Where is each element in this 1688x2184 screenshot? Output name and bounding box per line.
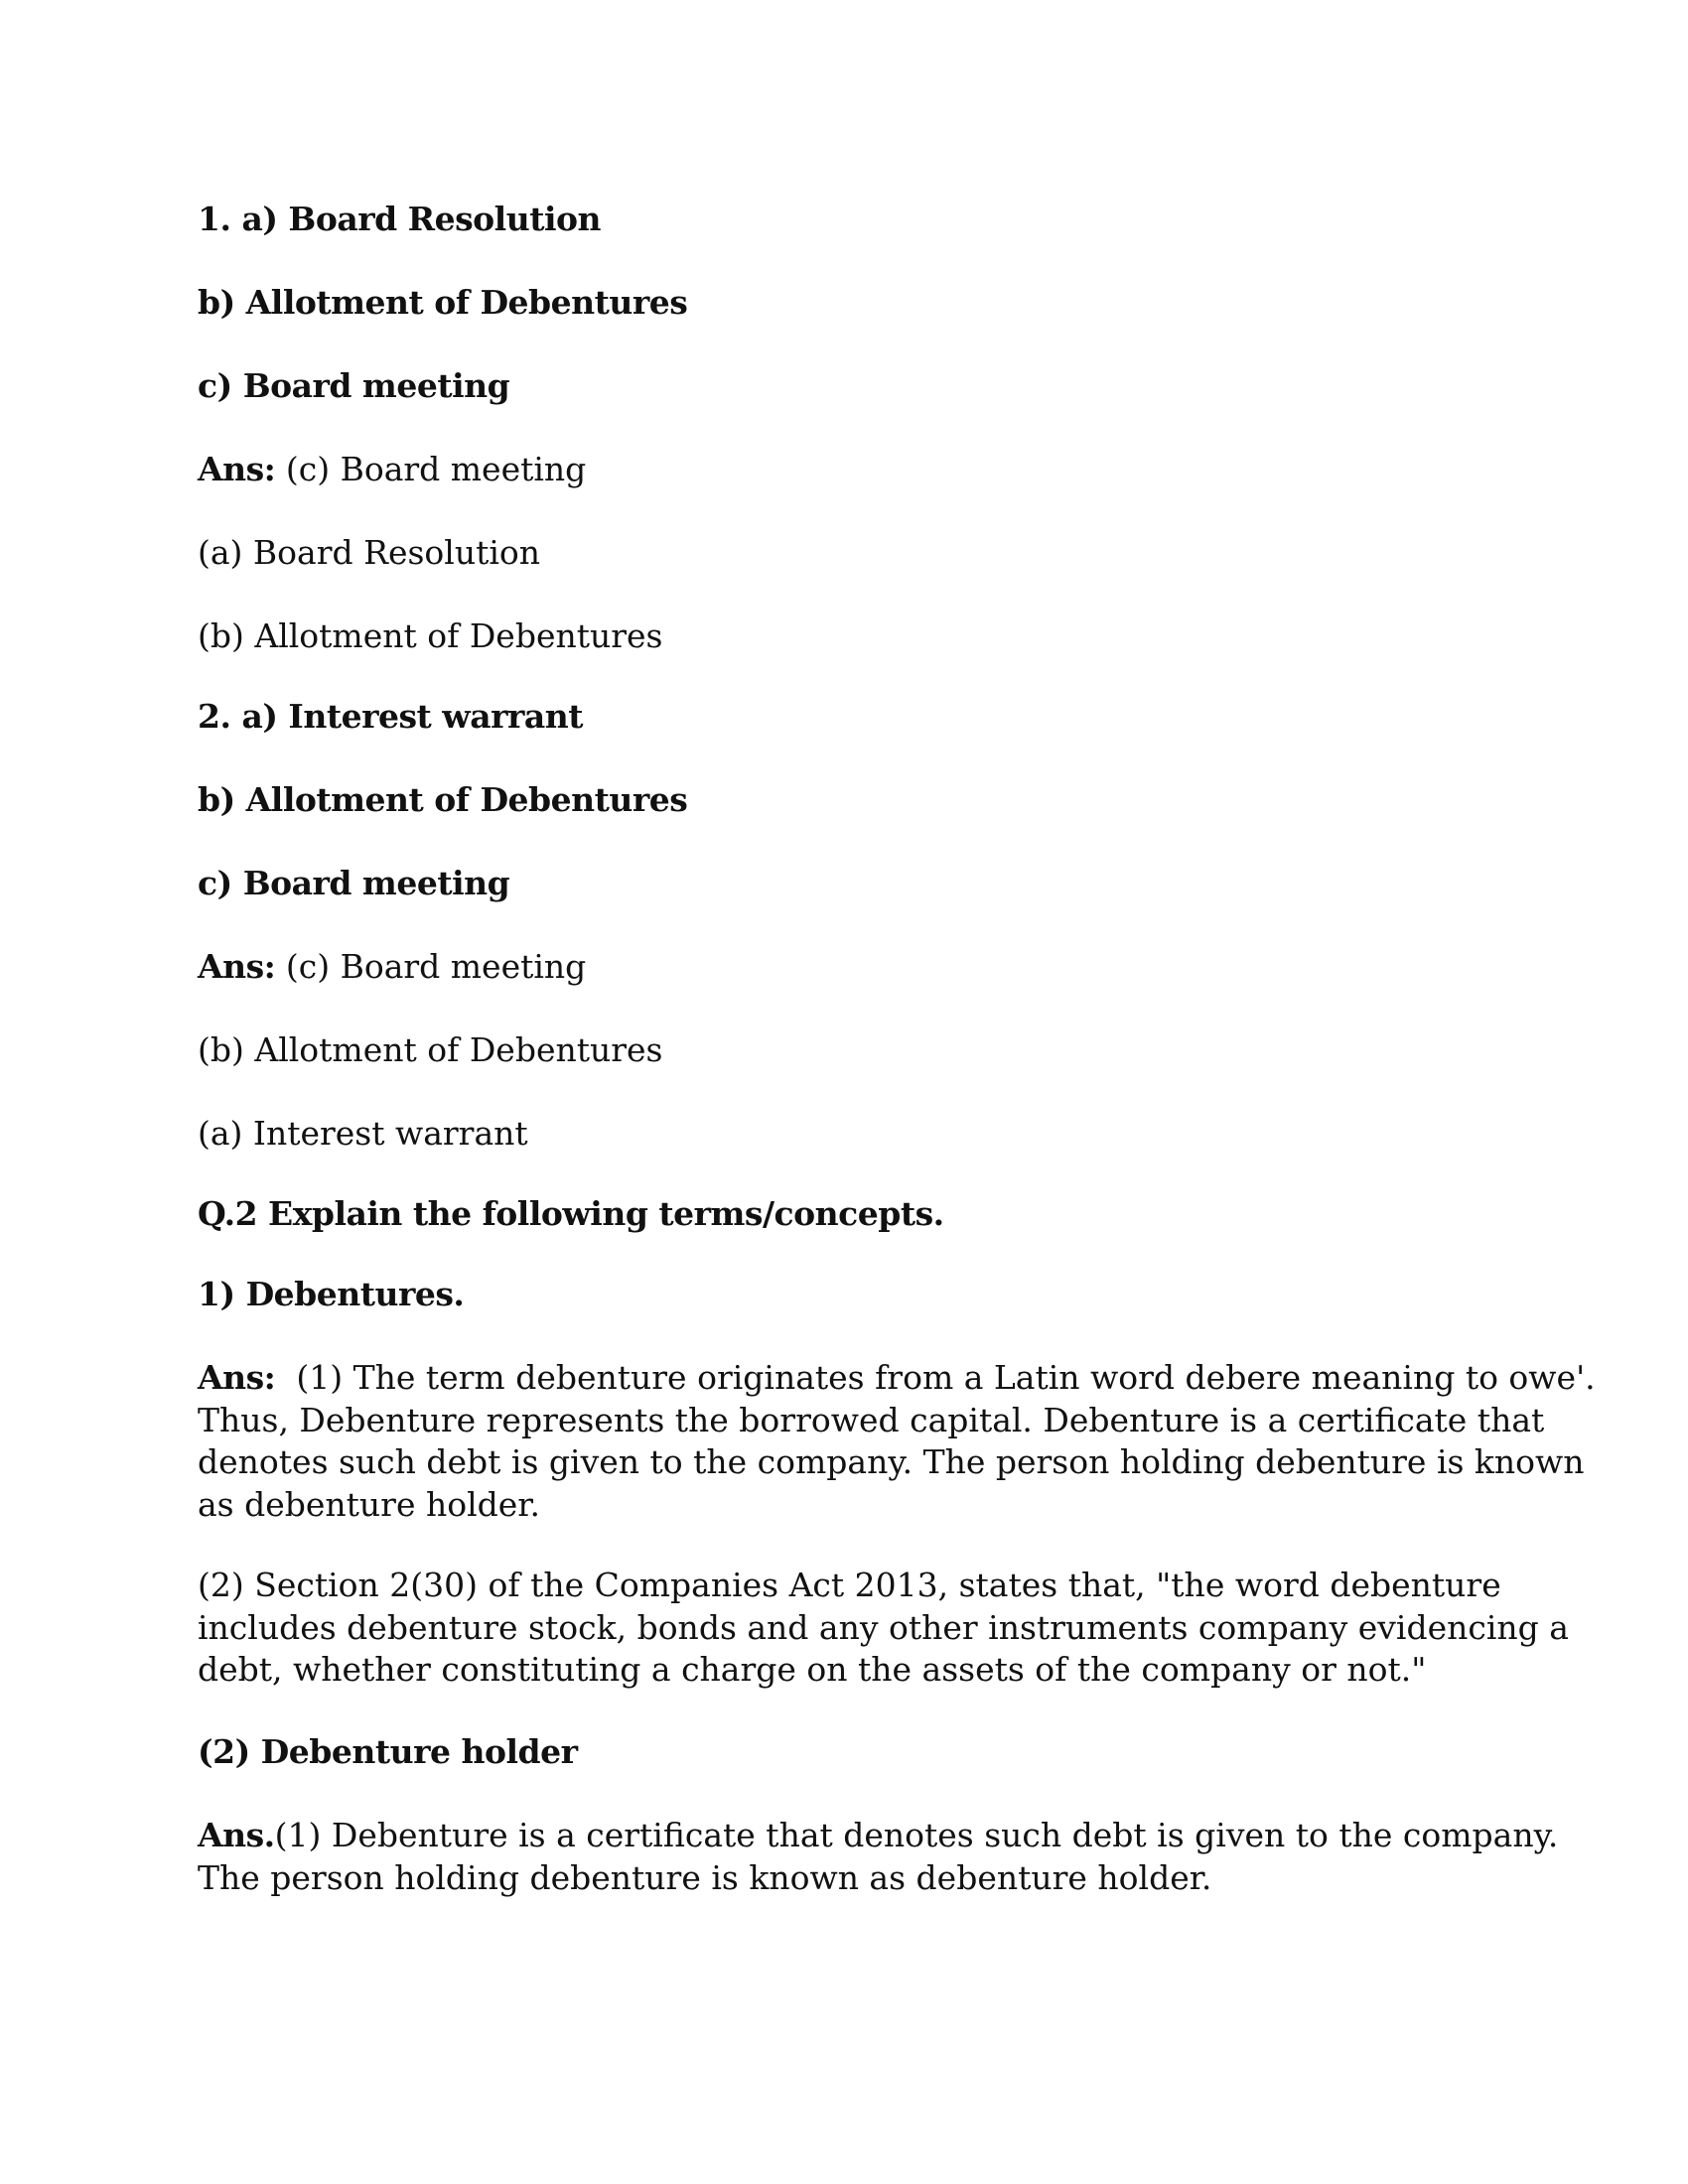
term1-p2-line-1: (2) Section 2(30) of the Companies Act 2013, states that, "the word debenture <box>198 1566 1501 1604</box>
q2-option-a: 2. a) Interest warrant <box>198 697 583 736</box>
term1-p1-line-3: denotes such debt is given to the company. The person holding debenture is known <box>198 1442 1585 1481</box>
term1-p2-line-2: includes debenture stock, bonds and any other instruments company evidencing a <box>198 1607 1569 1647</box>
term2-paragraph <box>198 1815 1559 1899</box>
term1-answer-label: Ans: <box>198 1358 276 1397</box>
term2-answer-label: Ans. <box>198 1816 275 1854</box>
q1-option-c: c) Board meeting <box>198 366 510 405</box>
q2-answer-label: Ans: <box>198 947 276 986</box>
term1-paragraph-1 <box>198 1357 1596 1526</box>
q2-option-b: b) Allotment of Debentures <box>198 780 688 819</box>
q1-option-b: b) Allotment of Debentures <box>198 283 688 322</box>
q1-answer-label: Ans: <box>198 450 276 488</box>
term1-p1-line-4: as debenture holder. <box>198 1484 540 1524</box>
term1-paragraph-2 <box>198 1565 1569 1692</box>
q2-option-c: c) Board meeting <box>198 864 510 902</box>
term1-heading: 1) Debentures. <box>198 1275 465 1313</box>
term2-line-1-text: (1) Debenture is a certificate that denotes such debt is given to the company. <box>274 1816 1559 1854</box>
q2-answer-text: (c) Board meeting <box>275 947 587 986</box>
term1-p1-line-1 <box>198 1357 1596 1400</box>
term2-line-1 <box>198 1815 1559 1857</box>
q1-answer-line-2: (a) Board Resolution <box>198 533 541 572</box>
q1-answer-line <box>198 449 1488 490</box>
term2-line-2: The person holding debenture is known as debenture holder. <box>198 1857 1212 1897</box>
q1-option-a: 1. a) Board Resolution <box>198 200 601 238</box>
q2-answer-line-2: (b) Allotment of Debentures <box>198 1030 663 1069</box>
q2-answer-line-3: (a) Interest warrant <box>198 1114 528 1153</box>
q1-answer-line-3: (b) Allotment of Debentures <box>198 616 663 655</box>
term2-heading: (2) Debenture holder <box>198 1732 578 1771</box>
term1-p1-line-1-text: (1) The term debenture originates from a Latin word debere meaning to owe'. <box>275 1358 1596 1397</box>
q2-answer-line <box>198 946 1488 988</box>
section-heading: Q.2 Explain the following terms/concepts. <box>198 1194 944 1233</box>
q1-answer-text: (c) Board meeting <box>275 450 587 488</box>
term1-p2-line-3: debt, whether constituting a charge on the assets of the company or not." <box>198 1650 1427 1689</box>
term1-p1-line-2: Thus, Debenture represents the borrowed capital. Debenture is a certificate that <box>198 1400 1545 1439</box>
